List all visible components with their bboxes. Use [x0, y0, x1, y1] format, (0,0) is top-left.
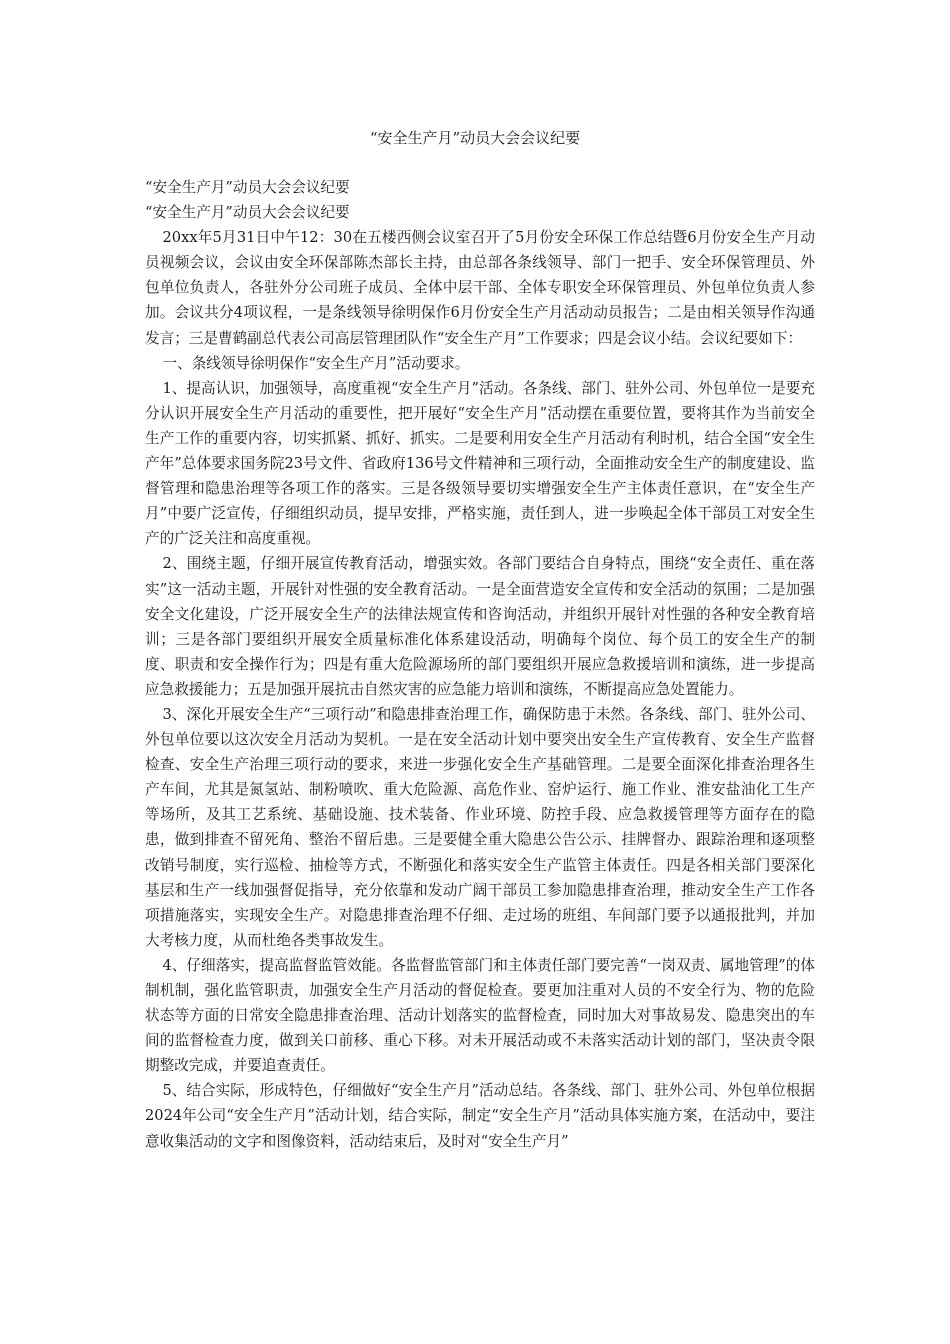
document-body: [145, 175, 815, 1154]
paragraph-item-1: 1、提高认识，加强领导，高度重视“安全生产月”活动。各条线、部门、驻外公司、外包单位一是要充分认识开展安全生产月活动的重要性，把开展好“安全生产月”活动摆在重要位置，要将其作为当前安全生产工作的重要内容，切实抓紧、抓好、抓实。二是要利用安全生产月活动有利时机，结合全国“安全生产年”总体要求国务院23号文件、省政府136号文件精神和三项行动，全面推动安全生产的制度建设、监督管理和隐患治理等各项工作的落实。三是各级领导要切实增强安全生产主体责任意识，在“安全生产月”中要广泛宣传，仔细组织动员，提早安排，严格实施，责任到人，进一步唤起全体干部员工对安全生产的广泛关注和高度重视。: [145, 379, 815, 548]
subtitle-line-2: “安全生产月”动员大会会议纪要: [145, 204, 350, 222]
paragraph-item-3: 3、深化开展安全生产“三项行动”和隐患排查治理工作，确保防患于未然。各条线、部门、驻外公司、外包单位要以这次安全月活动为契机。一是在安全活动计划中要突出安全生产宣传教育、安全生产监督检查、安全生产治理三项行动的要求，来进一步强化安全生产基础管理。二是要全面深化排查治理各生产车间，尤其是氮氢站、制粉喷吹、重大危险源、高危作业、窑炉运行、施工作业、淮安盐油化工生产等场所，及其工艺系统、基础设施、技术装备、作业环境、防控手段、应急救援管理等方面存在的隐患，做到排查不留死角、整治不留后患。三是要健全重大隐患公告公示、挂牌督办、跟踪治理和逐项整改销号制度，实行巡检、抽检等方式，不断强化和落实安全生产监管主体责任。四是各相关部门要深化基层和生产一线加强督促指导，充分依靠和发动广阔干部员工参加隐患排查治理，推动安全生产工作各项措施落实，实现安全生产。对隐患排查治理不仔细、走过场的班组、车间部门要予以通报批判，并加大考核力度，从而杜绝各类事故发生。: [145, 705, 815, 949]
section-heading-1: 一、条线领导徐明保作“安全生产月”活动要求。: [162, 354, 470, 372]
document-title: “安全生产月”动员大会会议纪要: [369, 129, 581, 147]
paragraph-item-5: 5、结合实际，形成特色，仔细做好“安全生产月”活动总结。各条线、部门、驻外公司、外包单位根据2024年公司“安全生产月”活动计划，结合实际，制定“安全生产月”活动具体实施方案，在活动中，要注意收集活动的文字和图像资料，活动结束后，及时对“安全生产月”: [145, 1082, 815, 1150]
paragraph-item-4: 4、仔细落实，提高监督监管效能。各监督监管部门和主体责任部门要完善“一岗双责、属地管理”的体制机制，强化监管职责，加强安全生产月活动的督促检查。要更加注重对人员的不安全行为、物的危险状态等方面的日常安全隐患排查治理、活动计划落实的监督检查，同时加大对事故易发、隐患突出的车间的监督检查力度，做到关口前移、重心下移。对未开展活动或不未落实活动计划的部门，坚决责令限期整改完成，并要追查责任。: [145, 956, 815, 1075]
subtitle-line-1: “安全生产月”动员大会会议纪要: [145, 179, 350, 196]
paragraph-item-2: 2、围绕主题，仔细开展宣传教育活动，增强实效。各部门要结合自身特点，围绕“安全责任、重在落实”这一活动主题，开展针对性强的安全教育活动。一是全面营造安全宣传和安全活动的氛围；二是加强安全文化建设，广泛开展安全生产的法律法规宣传和咨询活动，并组织开展针对性强的各种安全教育培训；三是各部门要组织开展安全质量标准化体系建设活动，明确每个岗位、每个员工的安全生产的制度、职责和安全操作行为；四是有重大危险源场所的部门要组织开展应急救援培训和演练，进一步提高应急救援能力；五是加强开展抗击自然灾害的应急能力培训和演练，不断提高应急处置能力。: [145, 555, 815, 698]
paragraph-intro: 20xx年5月31日中午12：30在五楼西侧会议室召开了5月份安全环保工作总结暨6月份安全生产月动员视频会议，会议由安全环保部陈杰部长主持，由总部各条线领导、部门一把手、安全环保管理员、外包单位负责人，各驻外分公司班子成员、全体中层干部、全体专职安全环保管理员、外包单位负责人参加。会议共分4项议程，一是条线领导徐明保作6月份安全生产月活动动员报告；二是由相关领导作沟通发言；三是曹鹤副总代表公司高层管理团队作“安全生产月”工作要求；四是会议小结。会议纪要如下：: [145, 229, 815, 347]
